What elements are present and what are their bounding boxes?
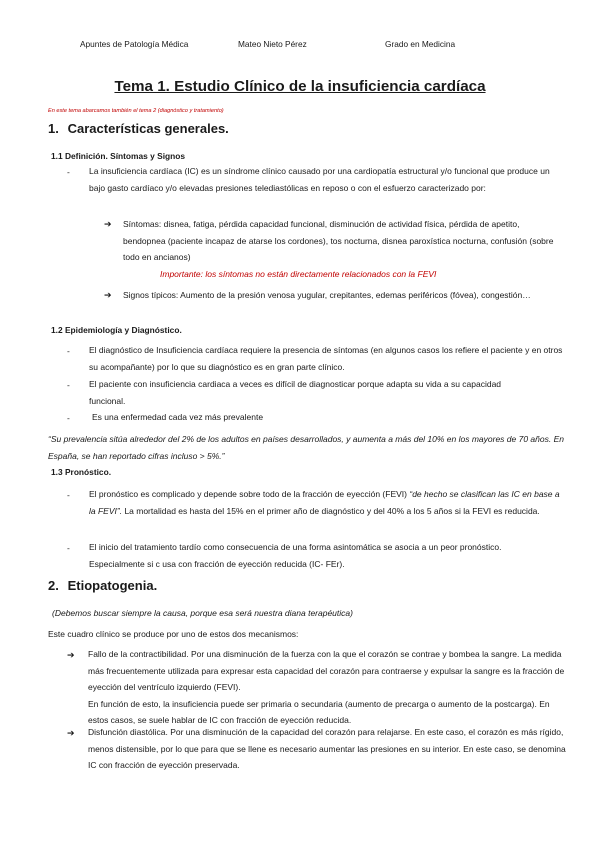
arrow-right-icon: ➔ [67,728,75,738]
prognosis-text-a: El pronóstico es complicado y depende sobre todo de la fracción de eyección (FEVI) [89,489,407,499]
section-2-note: (Debemos buscar siempre la causa, porque esa será nuestra diana terapéutica) [52,608,353,618]
header-subject: Apuntes de Patología Médica [80,39,189,49]
header-degree: Grado en Medicina [385,39,456,49]
contractility-paragraph [88,646,566,729]
diagnosis-paragraph-1: El diagnóstico de Insuficiencia cardíaca requiere la presencia de síntomas (en algunos casos los refiere el paciente y en otros su acompañante) por lo que su diagnóstico es en gran parte clínico. [89,345,563,372]
prognosis-text-c: La mortalidad es hasta del 15% en el primer año de diagnóstico y del 40% a los 5 años si la FEVI es reducida. [124,505,540,516]
section-2-title: Etiopatogenia. [67,578,158,593]
bullet-dash: - [67,413,70,423]
section-2-number: 2. [48,578,59,593]
section-2-lead: Este cuadro clínico se produce por uno de estos dos mecanismos: [48,629,299,639]
page-title: Tema 1. Estudio Clínico de la insuficiencia cardíaca [114,78,486,95]
bullet-dash: - [67,167,70,177]
definition-paragraph: La insuficiencia cardíaca (IC) es un síndrome clínico causado por una cardiopatía estructural y/o funcional que produce un bajo gasto cardíaco y/o elevadas presiones telediastólicas en reposo o con el esfuerzo caracterizado por: [89,166,550,193]
subsection-1-2-heading: 1.2 Epidemiología y Diagnóstico. [51,325,182,335]
intro-note: En este tema abarcamos también el tema 2 (diagnóstico y tratamiento) [48,108,224,114]
diagnosis-paragraph-2: El paciente con insuficiencia cardiaca a veces es difícil de diagnosticar porque adapta su vida a su capacidad funcional. [89,379,502,406]
section-1-heading [48,121,229,136]
contractility-text: Fallo de la contractibilidad. Por una disminución de la fuerza con la que el corazón se contrae y bombea la sangre. La medida más frecuentemente utilizada para expresar esta capacidad del corazón para contraerse y expulsar la sangre es la fracción de eyección del ventrículo izquierdo (FEVI). [88,649,565,693]
bullet-dash: - [67,543,70,553]
bullet-dash: - [67,490,70,500]
bullet-dash: - [67,380,70,390]
section-1-number: 1. [48,121,59,136]
prognosis-quote: “de hecho se clasifican las IC en base a la FEVI”. [89,489,560,516]
section-2-heading [48,578,157,593]
prognosis-paragraph-2: El inicio del tratamiento tardío como consecuencia de una forma asintomática se asocia a un peor pronóstico. Especialmente si c usa con fracción de eyección reducida (IC- FEr). [89,542,502,569]
section-1-title: Características generales. [67,121,229,136]
prevalence-quote: “Su prevalencia sitúa alrededor del 2% de los adultos en países desarrollados, y aumenta a más del 10% en los mayores de 70 años. En España, se han reportado cifras incluso > 5%.” [48,434,564,461]
signs-paragraph: Signos típicos: Aumento de la presión venosa yugular, crepitantes, edemas periféricos (fóvea), congestión… [123,290,531,300]
subsection-1-3-heading: 1.3 Pronóstico. [51,467,112,477]
arrow-right-icon: ➔ [104,219,112,229]
bullet-dash: - [67,346,70,356]
contractility-text-b: En función de esto, la insuficiencia puede ser primaria o secundaria (aumento de precarga o aumento de la postcarga). En estos casos, se suele hablar de IC con fracción de eyección reducida. [88,698,550,726]
important-note: Importante: los síntomas no están directamente relacionados con la FEVI [160,269,437,279]
arrow-right-icon: ➔ [67,650,75,660]
arrow-right-icon: ➔ [104,290,112,300]
subsection-1-1-heading: 1.1 Definición. Síntomas y Signos [51,151,186,161]
diagnosis-paragraph-3: Es una enfermedad cada vez más prevalente [92,412,264,422]
header-author: Mateo Nieto Pérez [238,39,307,49]
prognosis-paragraph-1 [89,486,564,519]
symptoms-paragraph: Síntomas: disnea, fatiga, pérdida capacidad funcional, disminución de actividad física, pérdida de apetito, bendopnea (paciente incapaz de atarse los cordones), tos nocturna, disnea paroxística nocturna, confusión (sobre todo en ancianos) [123,219,554,263]
diastolic-paragraph: Disfunción diastólica. Por una disminución de la capacidad del corazón para relajarse. En este caso, el corazón es más rígido, menos distensible, por lo que para que se llene es necesario aumentar las presiones en su interior. En este caso, se denomina IC con fracción de eyección preservada. [88,727,566,771]
